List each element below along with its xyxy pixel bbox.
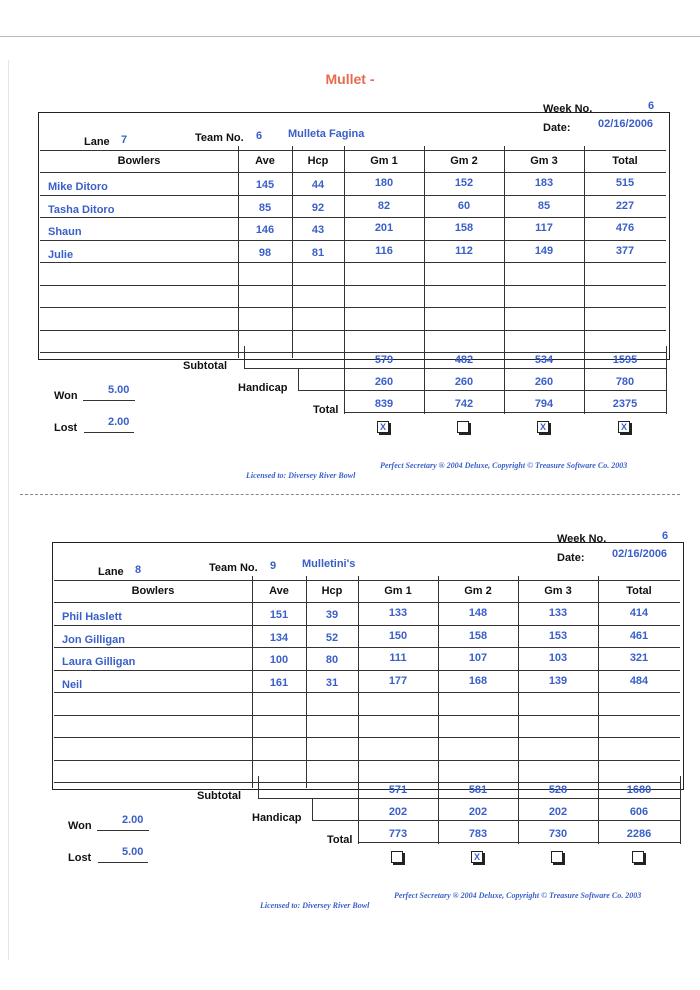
score-total: 484: [629, 674, 649, 687]
score-g1: 82: [377, 199, 391, 212]
lost-underline: [84, 432, 134, 433]
column-divider: [238, 146, 239, 358]
bowler-name: Julie: [48, 248, 74, 261]
game-win-checkbox[interactable]: X: [377, 421, 389, 433]
column-header-ave: Ave: [269, 585, 289, 597]
row-rule: [54, 647, 680, 648]
score-g3: 85: [537, 199, 551, 212]
score-hcp: 31: [325, 676, 339, 689]
game-win-checkbox[interactable]: [632, 851, 644, 863]
score-hcp: 52: [325, 631, 339, 644]
summary-divider: [584, 346, 585, 414]
totals-g3: 794: [534, 398, 554, 410]
header-top-rule: [40, 150, 666, 151]
bowler-name: Mike Ditoro: [48, 181, 108, 193]
date-value: 02/16/2006: [598, 118, 654, 130]
summary-divider: [438, 776, 439, 844]
license-text: Licensed to: Diversey River Bowl: [260, 901, 370, 910]
score-ave: 134: [269, 631, 289, 644]
handicap-total: 606: [629, 806, 649, 818]
handicap-total: 780: [615, 376, 635, 388]
handicap-g2: 260: [454, 376, 474, 388]
summary-rule: [312, 820, 680, 821]
won-label: Won: [54, 390, 78, 402]
score-g1: 133: [388, 607, 408, 619]
row-rule: [54, 760, 680, 761]
subtotal-label: Subtotal: [197, 790, 241, 802]
column-divider: [504, 146, 505, 358]
bowler-name: Phil Haslett: [62, 611, 122, 623]
handicap-g3: 202: [548, 806, 568, 818]
lane-value: 8: [135, 564, 142, 576]
totals-label: Total: [313, 404, 339, 416]
handicap-g1: 202: [388, 806, 408, 818]
column-divider: [424, 146, 425, 358]
column-header-gm1: Gm 1: [384, 585, 412, 597]
totals-total: 2286: [626, 828, 652, 840]
row-rule: [40, 195, 666, 196]
column-divider: [438, 576, 439, 788]
totals-g1: 773: [388, 828, 408, 840]
bowler-name: Jon Gilligan: [62, 633, 125, 646]
score-g3: 139: [548, 674, 568, 687]
subtotal-g2: 581: [468, 784, 488, 796]
score-g3: 117: [535, 222, 553, 234]
team-no-value: 9: [270, 560, 277, 572]
row-rule: [40, 240, 666, 241]
score-total: 227: [615, 199, 635, 212]
summary-divider: [518, 776, 519, 844]
score-total: 377: [615, 244, 635, 257]
column-divider: [584, 146, 585, 358]
subtotal-g3: 528: [548, 784, 568, 796]
score-g1: 116: [375, 244, 393, 257]
score-g3: 133: [548, 607, 568, 619]
team-no-label: Team No.: [209, 562, 258, 574]
row-rule: [40, 307, 666, 308]
row-rule: [40, 330, 666, 331]
score-ave: 146: [255, 224, 275, 236]
copyright-text: Perfect Secretary ® 2004 Deluxe, Copyright © Treasure Software Co. 2003: [394, 891, 642, 900]
lane-label: Lane: [98, 566, 124, 578]
summary-divider: [666, 346, 667, 414]
page-edge: [8, 60, 9, 960]
summary-rule: [344, 412, 666, 413]
score-ave: 98: [258, 246, 272, 259]
subtotal-g1: 571: [388, 784, 408, 796]
score-ave: 145: [255, 179, 275, 191]
team-name: Mulletini's: [302, 558, 356, 570]
score-g1: 177: [388, 674, 408, 687]
score-total: 461: [629, 629, 649, 642]
lost-value: 5.00: [122, 846, 144, 858]
subtotal-g1: 579: [374, 354, 394, 366]
header-bottom-rule: [54, 602, 680, 603]
totals-g2: 742: [454, 398, 474, 410]
bowler-name: Laura Gilligan: [62, 656, 136, 668]
totals-g2: 783: [468, 828, 488, 840]
column-header-bowlers: Bowlers: [117, 155, 161, 167]
bowler-name: Tasha Ditoro: [48, 203, 115, 216]
summary-divider: [424, 346, 425, 414]
score-g1: 111: [389, 652, 407, 664]
game-win-checkbox[interactable]: [391, 851, 403, 863]
column-divider: [252, 576, 253, 788]
row-rule: [54, 625, 680, 626]
lane-value: 7: [121, 134, 128, 146]
summary-divider: [504, 346, 505, 414]
totals-total: 2375: [612, 398, 638, 410]
totals-g1: 839: [374, 398, 394, 410]
column-header-hcp: Hcp: [321, 585, 343, 597]
score-hcp: 81: [311, 246, 325, 259]
score-hcp: 92: [311, 201, 325, 214]
won-value: 2.00: [122, 814, 144, 826]
row-rule: [54, 692, 680, 693]
score-g2: 148: [468, 607, 488, 619]
week-label: Week No.: [557, 533, 607, 545]
score-hcp: 43: [311, 224, 325, 236]
score-g2: 158: [454, 222, 474, 234]
game-win-checkbox[interactable]: X: [471, 851, 483, 863]
score-ave: 151: [269, 609, 289, 621]
handicap-label: Handicap: [238, 382, 288, 394]
column-divider: [598, 576, 599, 788]
row-rule: [40, 352, 666, 353]
team-no-label: Team No.: [195, 132, 244, 144]
score-g3: 149: [534, 244, 554, 257]
date-label: Date:: [557, 552, 585, 564]
license-text: Licensed to: Diversey River Bowl: [246, 471, 356, 480]
column-header-gm2: Gm 2: [450, 155, 478, 167]
score-total: 476: [615, 222, 635, 234]
top-rule: [0, 36, 700, 37]
summary-divider: [680, 776, 681, 844]
handicap-label: Handicap: [252, 812, 302, 824]
row-rule: [40, 285, 666, 286]
score-g1: 150: [388, 629, 408, 642]
row-rule: [40, 217, 666, 218]
handicap-g1: 260: [374, 376, 394, 388]
summary-rule: [358, 842, 680, 843]
won-value: 5.00: [108, 384, 130, 396]
game-win-checkbox[interactable]: X: [537, 421, 549, 433]
row-rule: [54, 782, 680, 783]
row-rule: [54, 670, 680, 671]
copyright-text: Perfect Secretary ® 2004 Deluxe, Copyright © Treasure Software Co. 2003: [380, 461, 628, 470]
column-divider: [358, 576, 359, 788]
week-value: 6: [648, 100, 655, 112]
row-rule: [54, 715, 680, 716]
lost-underline: [98, 862, 148, 863]
score-total: 515: [615, 177, 635, 189]
subtotal-g3: 534: [534, 354, 554, 366]
score-g2: 158: [468, 629, 488, 642]
score-hcp: 44: [311, 179, 325, 191]
score-ave: 161: [269, 676, 289, 689]
totals-label: Total: [327, 834, 353, 846]
week-label: Week No.: [543, 103, 593, 115]
column-header-gm2: Gm 2: [464, 585, 492, 597]
summary-rule: [258, 798, 680, 799]
header-top-rule: [54, 580, 680, 581]
subtotal-total: 1680: [626, 784, 652, 796]
summary-divider: [598, 776, 599, 844]
column-divider: [518, 576, 519, 788]
score-g3: 103: [548, 652, 568, 664]
summary-rule: [298, 390, 666, 391]
game-win-checkbox[interactable]: [457, 421, 469, 433]
column-header-hcp: Hcp: [307, 155, 329, 167]
score-g2: 112: [455, 244, 473, 257]
column-divider: [344, 146, 345, 358]
header-bottom-rule: [40, 172, 666, 173]
row-rule: [40, 262, 666, 263]
column-header-ave: Ave: [255, 155, 275, 167]
column-header-gm1: Gm 1: [370, 155, 398, 167]
score-total: 321: [629, 652, 649, 664]
won-underline: [83, 400, 135, 401]
cut-line: [20, 494, 680, 495]
score-g2: 107: [468, 652, 488, 664]
column-header-gm3: Gm 3: [544, 585, 572, 597]
summary-divider: [358, 776, 359, 844]
score-g3: 183: [534, 177, 554, 189]
totals-g3: 730: [548, 828, 568, 840]
lane-label: Lane: [84, 136, 110, 148]
date-value: 02/16/2006: [612, 548, 668, 560]
score-ave: 100: [269, 654, 289, 666]
column-header-bowlers: Bowlers: [131, 585, 175, 597]
subtotal-total: 1595: [612, 354, 638, 366]
lost-value: 2.00: [108, 416, 130, 428]
handicap-g3: 260: [534, 376, 554, 388]
score-g2: 168: [468, 674, 488, 687]
row-rule: [54, 737, 680, 738]
score-g2: 60: [457, 199, 471, 212]
bowler-name: Shaun: [48, 226, 82, 238]
score-g1: 180: [374, 177, 394, 189]
team-name: Mulleta Fagina: [288, 128, 365, 140]
won-underline: [97, 830, 149, 831]
score-g3: 153: [548, 629, 568, 642]
score-g2: 152: [454, 177, 474, 189]
summary-divider: [244, 346, 245, 368]
column-header-gm3: Gm 3: [530, 155, 558, 167]
summary-rule: [244, 368, 666, 369]
week-value: 6: [662, 530, 669, 542]
score-g1: 201: [374, 222, 394, 234]
score-hcp: 39: [325, 609, 339, 621]
summary-divider: [298, 368, 299, 390]
game-win-checkbox[interactable]: X: [618, 421, 630, 433]
page-title: Mullet -: [325, 71, 375, 87]
subtotal-g2: 482: [454, 354, 474, 366]
lost-label: Lost: [68, 852, 92, 864]
score-hcp: 80: [325, 654, 339, 666]
score-ave: 85: [258, 201, 272, 214]
lost-label: Lost: [54, 422, 78, 434]
column-header-total: Total: [626, 585, 652, 597]
score-total: 414: [629, 607, 649, 619]
team-no-value: 6: [256, 130, 263, 142]
summary-divider: [344, 346, 345, 414]
won-label: Won: [68, 820, 92, 832]
summary-divider: [312, 798, 313, 820]
handicap-g2: 202: [468, 806, 488, 818]
bowler-name: Neil: [62, 678, 83, 691]
column-header-total: Total: [612, 155, 638, 167]
subtotal-label: Subtotal: [183, 360, 227, 372]
summary-divider: [258, 776, 259, 798]
date-label: Date:: [543, 122, 571, 134]
game-win-checkbox[interactable]: [551, 851, 563, 863]
